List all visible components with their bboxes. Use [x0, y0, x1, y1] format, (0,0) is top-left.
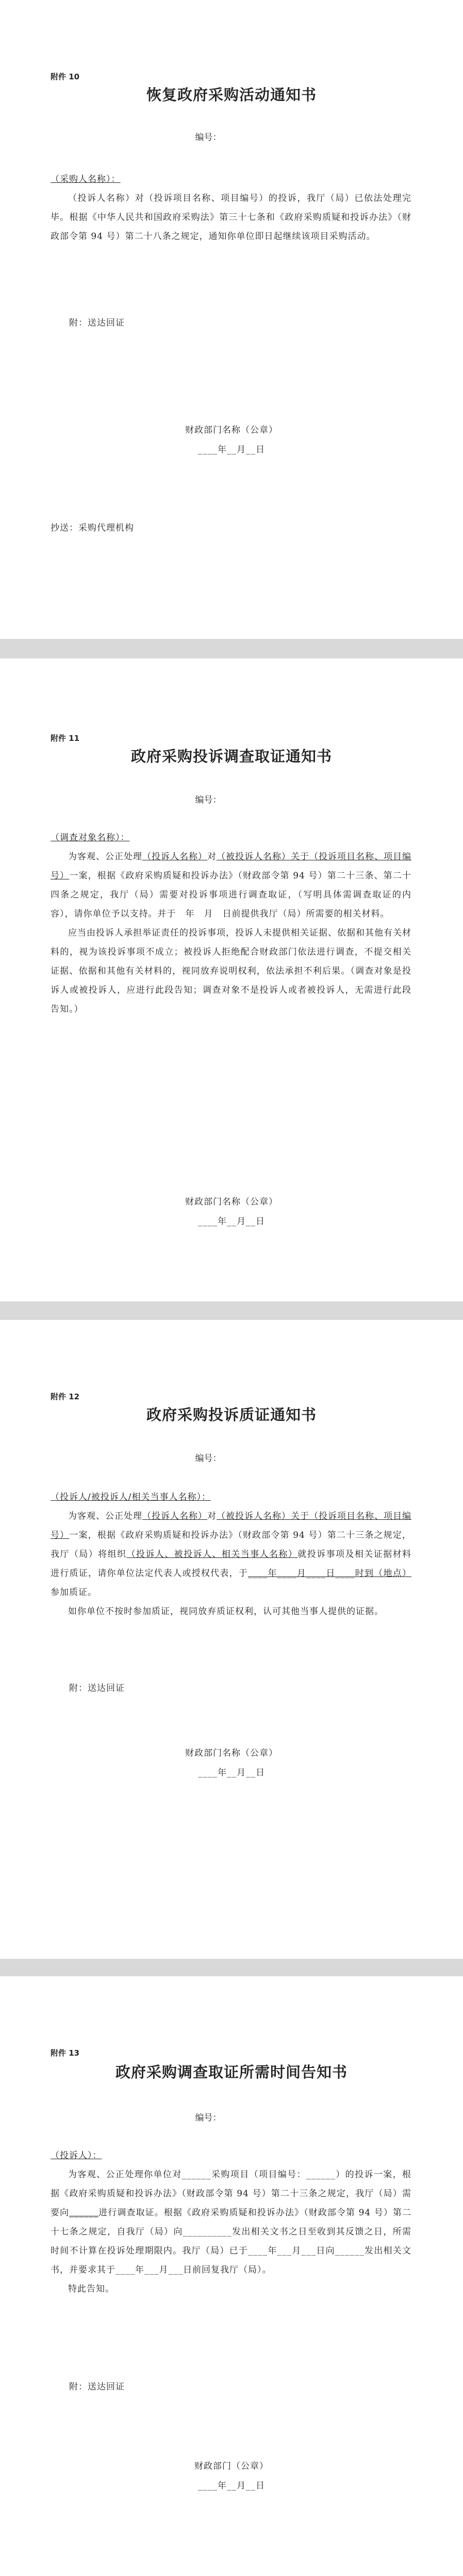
signature-org: 财政部门名称（公章）	[185, 425, 278, 435]
addressee: （投诉人/被投诉人/相关当事人名称）：	[51, 1492, 211, 1502]
notice-body	[51, 170, 411, 246]
attachment-label: 附件 10	[51, 72, 80, 81]
notice-body	[51, 1488, 411, 1621]
signature-org: 财政部门名称（公章）	[185, 1748, 278, 1758]
attachment-note: 附：送达回证	[69, 2382, 125, 2392]
attachment-note: 附：送达回证	[69, 1683, 125, 1693]
notice-page-12	[0, 1320, 463, 1959]
body-paragraph: 如你单位不按时参加质证，视同放弃质证权利，认可其他当事人提供的证据。	[68, 1606, 384, 1617]
signature-date: ____年__月__日	[198, 1216, 265, 1227]
notice-page-10	[0, 0, 463, 639]
signature-date: ____年__月__日	[198, 2481, 265, 2491]
signature-date: ____年__月__日	[198, 1768, 265, 1778]
addressee: （调查对象名称）：	[51, 833, 130, 843]
notice-page-11	[0, 658, 463, 1301]
document-number	[0, 1451, 463, 1464]
document-number	[0, 792, 463, 805]
notice-body	[51, 828, 411, 1019]
body-paragraph: （投诉人名称）对（投诉项目名称、项目编号）的投诉，我厅（局）已依法处理完毕。根据《中华人民共和国政府采购法》第三十七条和《政府采购质疑和投诉办法》（财政部令第 94 号）第二十八条之规定，通知你单位即日起继续该项目采购活动。	[51, 193, 411, 242]
body-paragraph: 为客观、公正处理（投诉人名称）对（被投诉人名称）关于（投诉项目名称、项目编号）一案，根据《政府采购质疑和投诉办法》（财政部令第 94 号）第二十三条、第二十四条之规定，我厅（局）需要对投诉事项进行调查取证，（写明具体需调查取证的内容），请你单位予以支持。并于 年 月 日前提供我厅（局）所需要的相关材料。	[51, 852, 411, 919]
notice-title: 政府采购调查取证所需时间告知书	[115, 2063, 348, 2081]
body-paragraph: 为客观、公正处理你单位对______采购项目（项目编号：______）的投诉一案，根据《政府采购质疑和投诉办法》（财政部令第 94 号）第二十三条之规定，我厅（局）需要向______进行调查取证。根据《政府采购质疑和投诉办法》（财政部令第 94 号）第二十七条之规定，自我厅（局）向__________发出相关文书之日至收到其反馈之日，所需时间不计算在投诉处理期限内。我厅（局）已于____年___月___日向______发出相关文书，并要求其于____年___月___日前回复我厅（局）。	[51, 2170, 411, 2275]
document-number-label: 编号：	[195, 1453, 222, 1464]
addressee: （采购人名称）：	[51, 174, 121, 184]
attachment-label: 附件 11	[51, 734, 80, 743]
document-number	[0, 130, 463, 143]
attachment-label: 附件 13	[51, 2048, 80, 2058]
notice-title: 恢复政府采购活动通知书	[146, 86, 317, 104]
cc-line: 抄送：采购代理机构	[51, 523, 134, 533]
notice-title: 政府采购投诉调查取证通知书	[130, 748, 332, 765]
notice-title: 政府采购投诉质证通知书	[146, 1406, 317, 1423]
attachment-note: 附：送达回证	[69, 318, 125, 328]
signature-date: ____年__月__日	[198, 445, 265, 455]
addressee: （投诉人）：	[51, 2150, 102, 2161]
document-number	[0, 2110, 463, 2123]
body-paragraph: 特此告知。	[68, 2284, 114, 2294]
body-paragraph: 应当由投诉人承担举证责任的投诉事项，投诉人未提供相关证据、依据和其他有关材料的，视为该投诉事项不成立；被投诉人拒绝配合财政部门依法进行调查，不提交相关证据、依据和其他有关材料的，视同放弃说明权利，依法承担不利后果。（调查对象是投诉人或被投诉人，应进行此段告知；调查对象不是投诉人或者被投诉人，无需进行此段告知。）	[51, 928, 411, 1014]
attachment-label: 附件 12	[51, 1392, 80, 1401]
signature-org: 财政部门（公章）	[194, 2461, 269, 2471]
notice-page-13	[0, 1976, 463, 2576]
signature-org: 财政部门名称（公章）	[185, 1197, 278, 1207]
notice-body	[51, 2146, 411, 2299]
document-number-label: 编号：	[195, 2113, 222, 2123]
document-number-label: 编号：	[195, 132, 222, 143]
body-paragraph: 为客观、公正处理（投诉人名称）对（被投诉人名称）关于（投诉项目名称、项目编号）一案，根据《政府采购质疑和投诉办法》（财政部令第 94 号）第二十三条之规定，我厅（局）将组织（投诉人、被投诉人、相关当事人名称）就投诉事项及相关证据材料进行质证，请你单位法定代表人或授权代表，于____年____月____日____时到（地点）参加质证。	[51, 1511, 412, 1598]
document-number-label: 编号：	[195, 795, 222, 805]
